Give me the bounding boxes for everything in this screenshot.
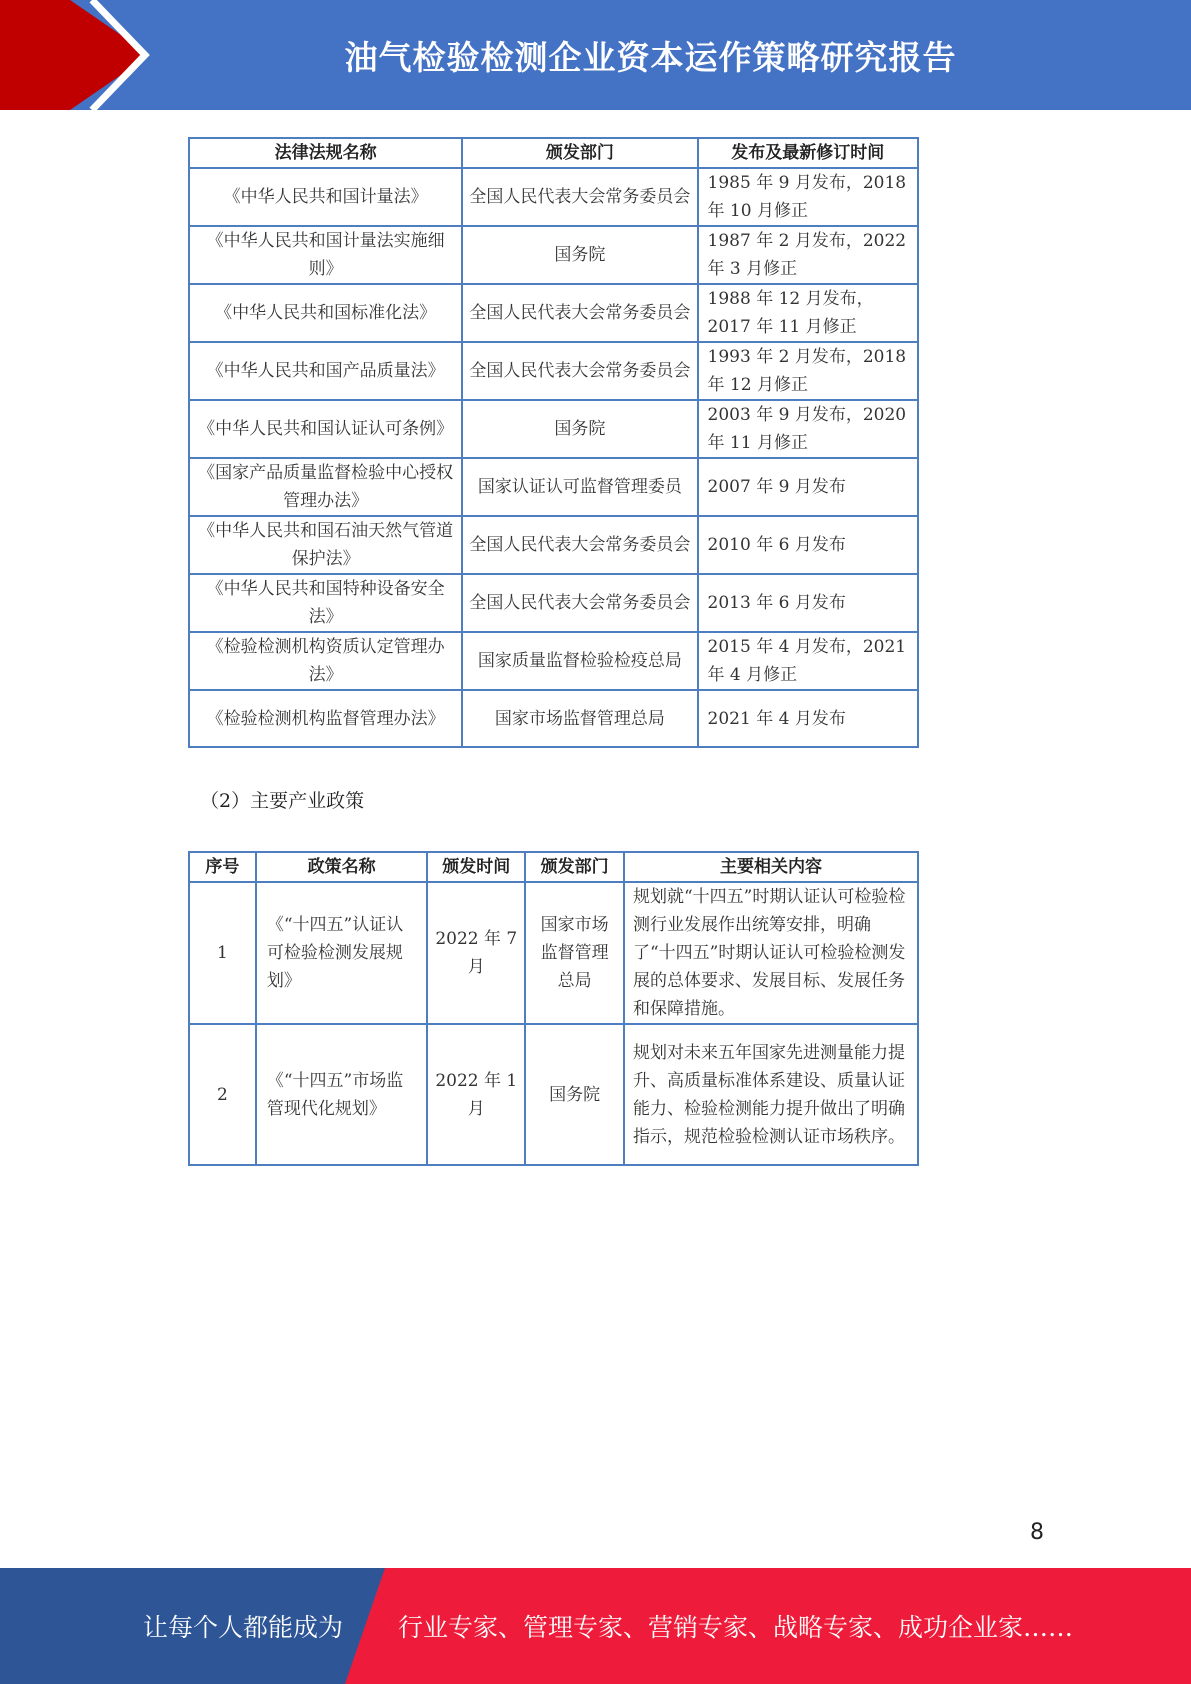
law-time-cell: 2007 年 9 月发布: [698, 458, 918, 516]
page-footer: [0, 1568, 1191, 1684]
policy-no-cell: 1: [189, 882, 256, 1024]
law-dept-cell: 国家质量监督检验检疫总局: [462, 632, 697, 690]
column-header-policy-name: 政策名称: [256, 852, 428, 882]
table-row: [189, 226, 918, 284]
law-time-cell: 2010 年 6 月发布: [698, 516, 918, 574]
law-dept-cell: 国家市场监督管理总局: [462, 690, 697, 747]
laws-regulations-table: [188, 137, 919, 748]
law-time-cell: 2015 年 4 月发布，2021 年 4 月修正: [698, 632, 918, 690]
policy-dept-cell: 国务院: [525, 1024, 624, 1165]
table-row: [189, 342, 918, 400]
law-name-cell: 《中华人民共和国计量法实施细则》: [189, 226, 462, 284]
policy-no-cell: 2: [189, 1024, 256, 1165]
column-header-release-time: 发布及最新修订时间: [698, 138, 918, 168]
law-name-cell: 《中华人民共和国产品质量法》: [189, 342, 462, 400]
policy-content-cell: 规划对未来五年国家先进测量能力提升、高质量标准体系建设、质量认证能力、检验检测能力提升做出了明确指示，规范检验检测认证市场秩序。: [624, 1024, 918, 1165]
header-chevron-icon: [0, 0, 160, 110]
law-dept-cell: 全国人民代表大会常务委员会: [462, 168, 697, 226]
law-dept-cell: 国务院: [462, 226, 697, 284]
page-header: [0, 0, 1191, 110]
table-row: [189, 1024, 918, 1165]
table-row: [189, 632, 918, 690]
table-row: [189, 516, 918, 574]
law-name-cell: 《中华人民共和国特种设备安全法》: [189, 574, 462, 632]
table-row: [189, 400, 918, 458]
table-header-row: [189, 852, 918, 882]
law-dept-cell: 全国人民代表大会常务委员会: [462, 284, 697, 342]
law-name-cell: 《中华人民共和国石油天然气管道保护法》: [189, 516, 462, 574]
law-time-cell: 1988 年 12 月发布，2017 年 11 月修正: [698, 284, 918, 342]
policy-content-cell: 规划就“十四五”时期认证认可检验检测行业发展作出统筹安排，明确了“十四五”时期认证认可检验检测发展的总体要求、发展目标、发展任务和保障措施。: [624, 882, 918, 1024]
law-name-cell: 《国家产品质量监督检验中心授权管理办法》: [189, 458, 462, 516]
law-dept-cell: 全国人民代表大会常务委员会: [462, 574, 697, 632]
law-dept-cell: 国务院: [462, 400, 697, 458]
report-title: 油气检验检测企业资本运作策略研究报告: [344, 37, 957, 77]
law-time-cell: 2013 年 6 月发布: [698, 574, 918, 632]
law-time-cell: 1993 年 2 月发布，2018 年 12 月修正: [698, 342, 918, 400]
law-time-cell: 1985 年 9 月发布，2018 年 10 月修正: [698, 168, 918, 226]
column-header-serial-no: 序号: [189, 852, 256, 882]
law-dept-cell: 全国人民代表大会常务委员会: [462, 516, 697, 574]
table-row: [189, 168, 918, 226]
table-row: [189, 458, 918, 516]
table-row: [189, 690, 918, 747]
policy-dept-cell: 国家市场监督管理总局: [525, 882, 624, 1024]
column-header-issue-time: 颁发时间: [427, 852, 525, 882]
law-dept-cell: 国家认证认可监督管理委员: [462, 458, 697, 516]
law-name-cell: 《中华人民共和国标准化法》: [189, 284, 462, 342]
column-header-law-name: 法律法规名称: [189, 138, 462, 168]
page-number: 8: [1030, 1520, 1044, 1545]
law-dept-cell: 全国人民代表大会常务委员会: [462, 342, 697, 400]
law-time-cell: 2021 年 4 月发布: [698, 690, 918, 747]
law-name-cell: 《中华人民共和国认证认可条例》: [189, 400, 462, 458]
law-name-cell: 《中华人民共和国计量法》: [189, 168, 462, 226]
section-heading-industry-policy: （2）主要产业政策: [200, 790, 365, 812]
footer-slogan-roles: 行业专家、管理专家、营销专家、战略专家、成功企业家……: [398, 1613, 1074, 1642]
footer-slogan-lead: 让每个人都能成为: [143, 1613, 344, 1642]
column-header-issuing-dept: 颁发部门: [462, 138, 697, 168]
industry-policies-table: [188, 851, 919, 1166]
law-name-cell: 《检验检测机构监督管理办法》: [189, 690, 462, 747]
policy-name-cell: 《“十四五”认证认可检验检测发展规划》: [256, 882, 428, 1024]
column-header-main-content: 主要相关内容: [624, 852, 918, 882]
law-name-cell: 《检验检测机构资质认定管理办法》: [189, 632, 462, 690]
policy-time-cell: 2022 年 7 月: [427, 882, 525, 1024]
policy-time-cell: 2022 年 1 月: [427, 1024, 525, 1165]
table-header-row: [189, 138, 918, 168]
policy-name-cell: 《“十四五”市场监管现代化规划》: [256, 1024, 428, 1165]
table-row: [189, 284, 918, 342]
column-header-issuing-dept: 颁发部门: [525, 852, 624, 882]
law-time-cell: 1987 年 2 月发布，2022 年 3 月修正: [698, 226, 918, 284]
table-row: [189, 882, 918, 1024]
law-time-cell: 2003 年 9 月发布，2020 年 11 月修正: [698, 400, 918, 458]
table-row: [189, 574, 918, 632]
